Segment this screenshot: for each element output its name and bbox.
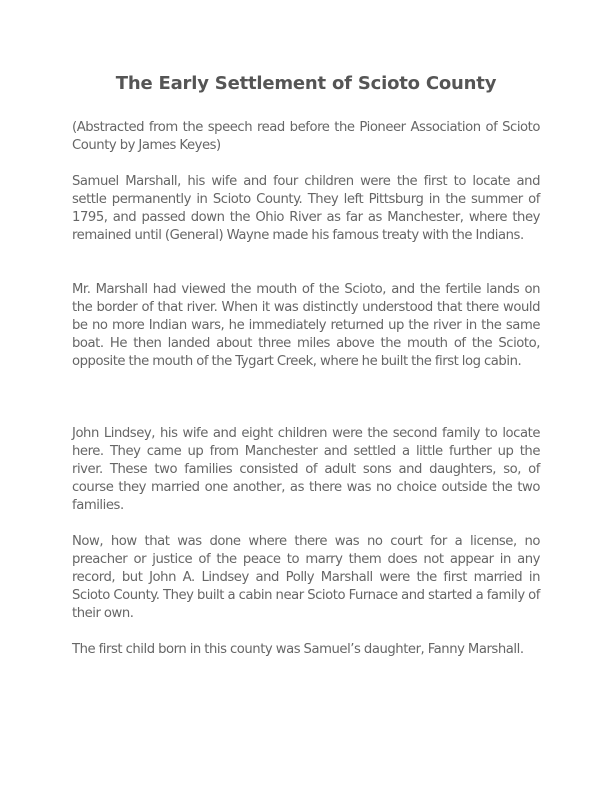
paragraph-4: Now, how that was done where there was no court for a license, no preacher or justice of the peace to marry them does not appear in any record, but John A. Lindsey and Polly Marshall were the first married in Scioto County. They built a cabin near Scioto Furnace and started a family of their own.: [72, 534, 540, 621]
document-title: The Early Settlement of Scioto County: [115, 73, 497, 94]
paragraph-3: John Lindsey, his wife and eight children were the second family to locate here. They came up from Manchester and settled a little further up the river. These two families consisted of adult sons and daughters, so, of course they married one another, as there was no choice outside the two families.: [72, 426, 540, 513]
paragraph-1: Samuel Marshall, his wife and four children were the first to locate and settle permanently in Scioto County. They left Pittsburg in the summer of 1795, and passed down the Ohio River as far as Manchester, where they remained until (General) Wayne made his famous treaty with the Indians.: [72, 174, 540, 243]
abstract-note: (Abstracted from the speech read before the Pioneer Association of Scioto County by James Keyes): [72, 120, 540, 153]
paragraph-5: The first child born in this county was Samuel’s daughter, Fanny Marshall.: [72, 642, 524, 657]
paragraph-2: Mr. Marshall had viewed the mouth of the Scioto, and the fertile lands on the border of that river. When it was distinctly understood that there would be no more Indian wars, he immediately returned up the river in the same boat. He then landed about three miles above the mouth of the Scioto, opposite the mouth of the Tygart Creek, where he built the first log cabin.: [72, 282, 540, 369]
